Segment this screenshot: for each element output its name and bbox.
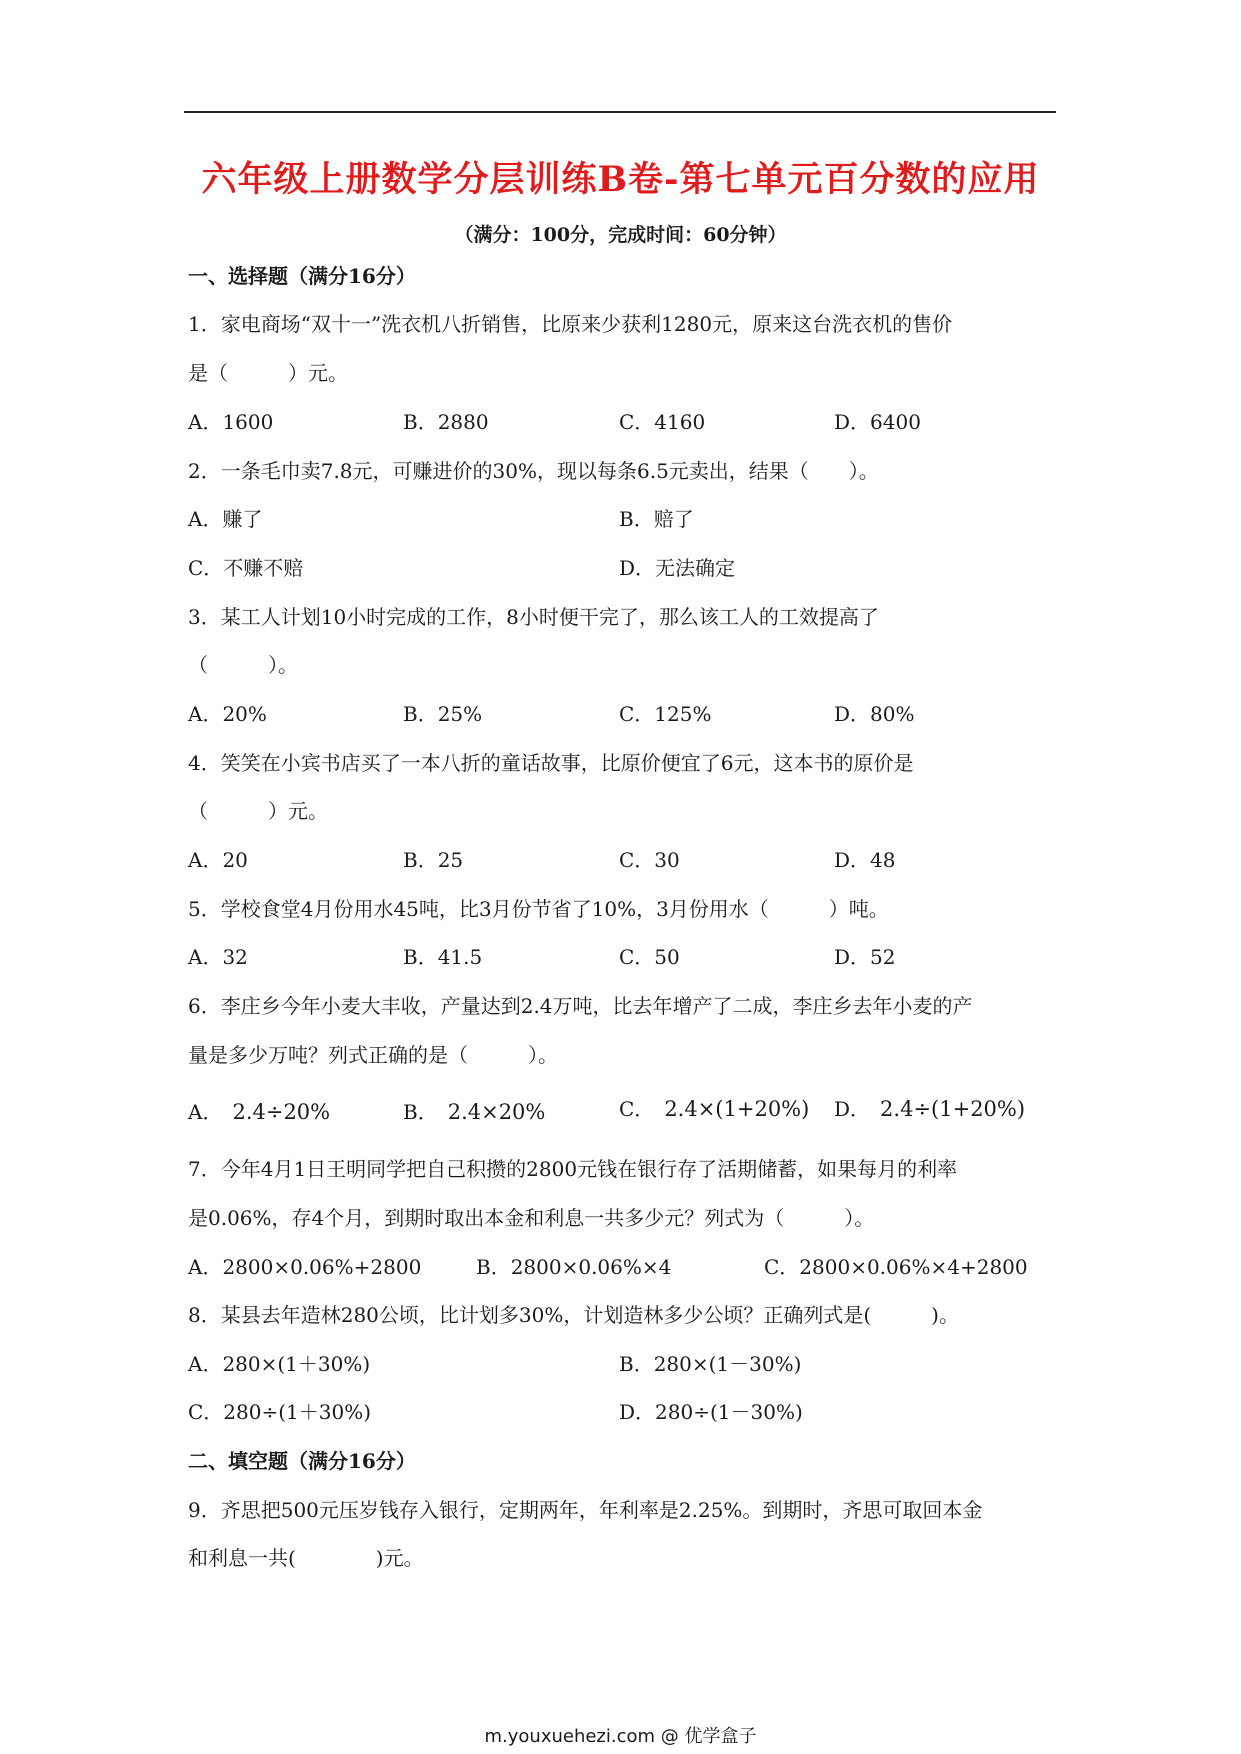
q4-option-b: B．25 <box>403 848 464 872</box>
question-6-line-2: 量是多少万吨？列式正确的是（ ）。 <box>188 1043 558 1067</box>
footer-watermark: m.youxuehezi.com @ 优学盒子 <box>484 1726 757 1747</box>
q8-option-b: B．280×(1－30%) <box>619 1352 802 1376</box>
page-subtitle: （满分：100分，完成时间：60分钟） <box>454 224 787 246</box>
q2-option-d: D．无法确定 <box>619 556 736 580</box>
q2-option-a: A．赚了 <box>188 507 263 531</box>
question-2-line-1: 2．一条毛巾卖7.8元，可赚进价的30%，现以每条6.5元卖出，结果（ ）。 <box>188 459 879 483</box>
q1-option-c: C．4160 <box>619 410 706 434</box>
header-rule <box>184 111 1056 113</box>
question-9-line-2: 和利息一共( )元。 <box>188 1546 424 1570</box>
q8-option-a: A．280×(1＋30%) <box>188 1352 371 1376</box>
q6-option-d-expr: 2.4÷(1+20%) <box>880 1097 1026 1121</box>
q6-option-b-label: B． <box>403 1100 438 1124</box>
page-title: 六年级上册数学分层训练B卷-第七单元百分数的应用 <box>201 159 1040 200</box>
question-1-line-1: 1．家电商场“双十一”洗衣机八折销售，比原来少获利1280元，原来这台洗衣机的售价 <box>188 312 953 336</box>
question-6-line-1: 6．李庄乡今年小麦大丰收，产量达到2.4万吨，比去年增产了二成，李庄乡去年小麦的产 <box>188 994 973 1018</box>
q6-option-b <box>403 1096 545 1125</box>
q8-option-d: D．280÷(1－30%) <box>619 1400 803 1424</box>
question-1-line-2: 是（ ）元。 <box>188 361 348 385</box>
question-7-line-1: 7．今年4月1日王明同学把自己积攒的2800元钱在银行存了活期储蓄，如果每月的利率 <box>188 1157 958 1181</box>
question-4-line-1: 4．笑笑在小宾书店买了一本八折的童话故事，比原价便宜了6元，这本书的原价是 <box>188 751 914 775</box>
section-heading-choice: 一、选择题（满分16分） <box>188 264 416 288</box>
q5-option-c: C．50 <box>619 945 680 969</box>
q1-option-d: D．6400 <box>834 410 921 434</box>
q1-option-b: B．2880 <box>403 410 489 434</box>
q6-option-d <box>834 1093 1025 1122</box>
q2-option-b: B．赔了 <box>619 507 694 531</box>
q6-option-a-expr: 2.4÷20% <box>232 1100 331 1124</box>
q1-option-a: A．1600 <box>188 410 274 434</box>
q4-option-c: C．30 <box>619 848 680 872</box>
q3-option-b: B．25% <box>403 702 483 726</box>
q4-option-d: D．48 <box>834 848 896 872</box>
q6-option-a <box>188 1096 330 1125</box>
question-7-line-2: 是0.06%，存4个月，到期时取出本金和利息一共多少元？列式为（ ）。 <box>188 1206 875 1230</box>
section-heading-fill: 二、填空题（满分16分） <box>188 1449 416 1473</box>
q5-option-b: B．41.5 <box>403 945 483 969</box>
q6-option-c-expr: 2.4×(1+20%) <box>664 1097 810 1121</box>
q7-option-b: B．2800×0.06%×4 <box>476 1255 672 1279</box>
question-4-line-2: （ ）元。 <box>188 799 328 823</box>
q6-option-b-expr: 2.4×20% <box>447 1100 546 1124</box>
q3-option-d: D．80% <box>834 702 915 726</box>
q8-option-c: C．280÷(1＋30%) <box>188 1400 372 1424</box>
q5-option-a: A．32 <box>188 945 248 969</box>
q6-option-a-label: A． <box>188 1100 223 1124</box>
q5-option-d: D．52 <box>834 945 896 969</box>
q6-option-c <box>619 1093 809 1122</box>
question-3-line-1: 3．某工人计划10小时完成的工作，8小时便干完了，那么该工人的工效提高了 <box>188 605 879 629</box>
q2-option-c: C．不赚不赔 <box>188 556 304 580</box>
q3-option-c: C．125% <box>619 702 712 726</box>
question-5-line-1: 5．学校食堂4月份用水45吨，比3月份节省了10%，3月份用水（ ）吨。 <box>188 897 889 921</box>
q7-option-c: C．2800×0.06%×4+2800 <box>764 1255 1028 1279</box>
q7-option-a: A．2800×0.06%+2800 <box>188 1255 422 1279</box>
question-9-line-1: 9．齐思把500元压岁钱存入银行，定期两年，年利率是2.25%。到期时，齐思可取回本金 <box>188 1498 983 1522</box>
q6-option-d-label: D． <box>834 1097 871 1121</box>
q4-option-a: A．20 <box>188 848 248 872</box>
q3-option-a: A．20% <box>188 702 267 726</box>
question-3-line-2: （ ）。 <box>188 653 298 677</box>
q6-option-c-label: C． <box>619 1097 655 1121</box>
question-8-line-1: 8．某县去年造林280公顷，比计划多30%，计划造林多少公顷？正确列式是( )。 <box>188 1303 959 1327</box>
